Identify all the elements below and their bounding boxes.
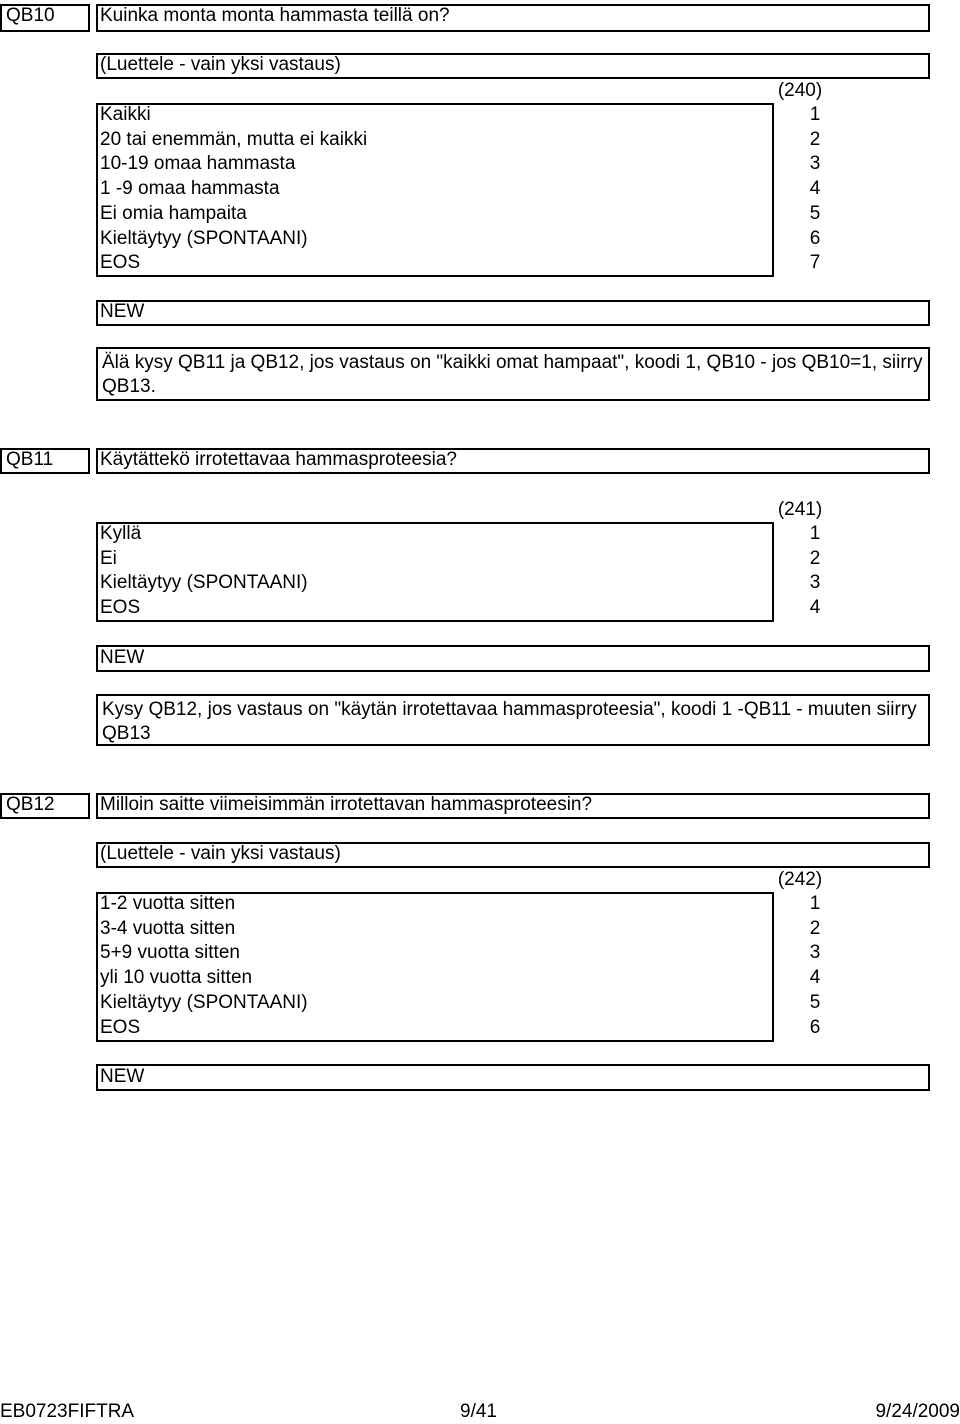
- answer-option-label: EOS: [100, 597, 141, 619]
- qb11-routing-note: Kysy QB12, jos vastaus on "käytän irrotettavaa hammasproteesia", koodi 1 -QB11 - muuten siirry QB13: [96, 694, 930, 746]
- answer-option-label: 20 tai enemmän, mutta ei kaikki: [100, 128, 368, 150]
- qb11-id: QB11: [6, 449, 54, 470]
- qb11-question: Käytättekö irrotettavaa hammasproteesia?: [100, 449, 457, 470]
- answer-option-code: 4: [809, 967, 821, 989]
- answer-option-label: 1-2 vuotta sitten: [100, 893, 236, 914]
- qb10-new-label: NEW: [100, 301, 145, 322]
- footer-page-number: 9/41: [460, 1401, 497, 1422]
- answer-option-label: Ei omia hampaita: [100, 202, 247, 224]
- footer-date: 9/24/2009: [875, 1401, 960, 1422]
- qb11-var-code: (241): [777, 499, 823, 520]
- answer-option-code: 7: [809, 252, 821, 274]
- qb10-var-code: (240): [777, 80, 823, 101]
- answer-option-code: 3: [809, 153, 821, 175]
- answer-option-label: 10-19 omaa hammasta: [100, 153, 296, 175]
- answer-option-label: 5+9 vuotta sitten: [100, 942, 240, 964]
- answer-option-label: EOS: [100, 1016, 141, 1038]
- qb12-new-label: NEW: [100, 1066, 145, 1087]
- qb12-question: Milloin saitte viimeisimmän irrotettavan hammasproteesin?: [100, 794, 593, 815]
- answer-option-code: 2: [809, 917, 821, 939]
- qb12-var-code: (242): [777, 869, 823, 890]
- answer-option-code: 2: [809, 547, 821, 569]
- answer-option-code: 5: [809, 202, 821, 224]
- answer-option-code: 1: [809, 523, 821, 544]
- answer-option-label: Kyllä: [100, 523, 142, 544]
- qb12-instruction: (Luettele - vain yksi vastaus): [100, 843, 341, 864]
- qb10-new-box: [96, 300, 930, 326]
- answer-option-code: 5: [809, 991, 821, 1013]
- answer-option-label: 3-4 vuotta sitten: [100, 917, 236, 939]
- answer-option-code: 6: [809, 1016, 821, 1038]
- qb12-id: QB12: [6, 794, 55, 815]
- answer-option-label: Ei: [100, 547, 117, 569]
- qb10-id: QB10: [6, 5, 55, 26]
- answer-option-label: Kieltäytyy (SPONTAANI): [100, 991, 308, 1013]
- qb12-new-box: [96, 1064, 930, 1091]
- answer-option-label: Kieltäytyy (SPONTAANI): [100, 227, 308, 249]
- answer-option-label: 1 -9 omaa hammasta: [100, 178, 280, 200]
- answer-option-code: 2: [809, 128, 821, 150]
- answer-option-code: 1: [809, 893, 821, 914]
- qb10-routing-note: Älä kysy QB11 ja QB12, jos vastaus on "kaikki omat hampaat", koodi 1, QB10 - jos QB10=1, siirry QB13.: [96, 347, 930, 401]
- answer-option-code: 3: [809, 942, 821, 964]
- qb10-instruction: (Luettele - vain yksi vastaus): [100, 54, 341, 75]
- answer-option-label: yli 10 vuotta sitten: [100, 967, 253, 989]
- qb10-question: Kuinka monta monta hammasta teillä on?: [100, 5, 450, 26]
- answer-option-code: 3: [809, 572, 821, 594]
- qb11-new-box: [96, 645, 930, 672]
- answer-option-code: 1: [809, 104, 821, 125]
- answer-option-label: Kaikki: [100, 104, 151, 125]
- answer-option-code: 6: [809, 227, 821, 249]
- qb11-new-label: NEW: [100, 647, 145, 668]
- answer-option-label: EOS: [100, 252, 141, 274]
- answer-option-code: 4: [809, 178, 821, 200]
- answer-option-code: 4: [809, 597, 821, 619]
- footer-doc-id: EB0723FIFTRA: [0, 1401, 135, 1422]
- answer-option-label: Kieltäytyy (SPONTAANI): [100, 572, 308, 594]
